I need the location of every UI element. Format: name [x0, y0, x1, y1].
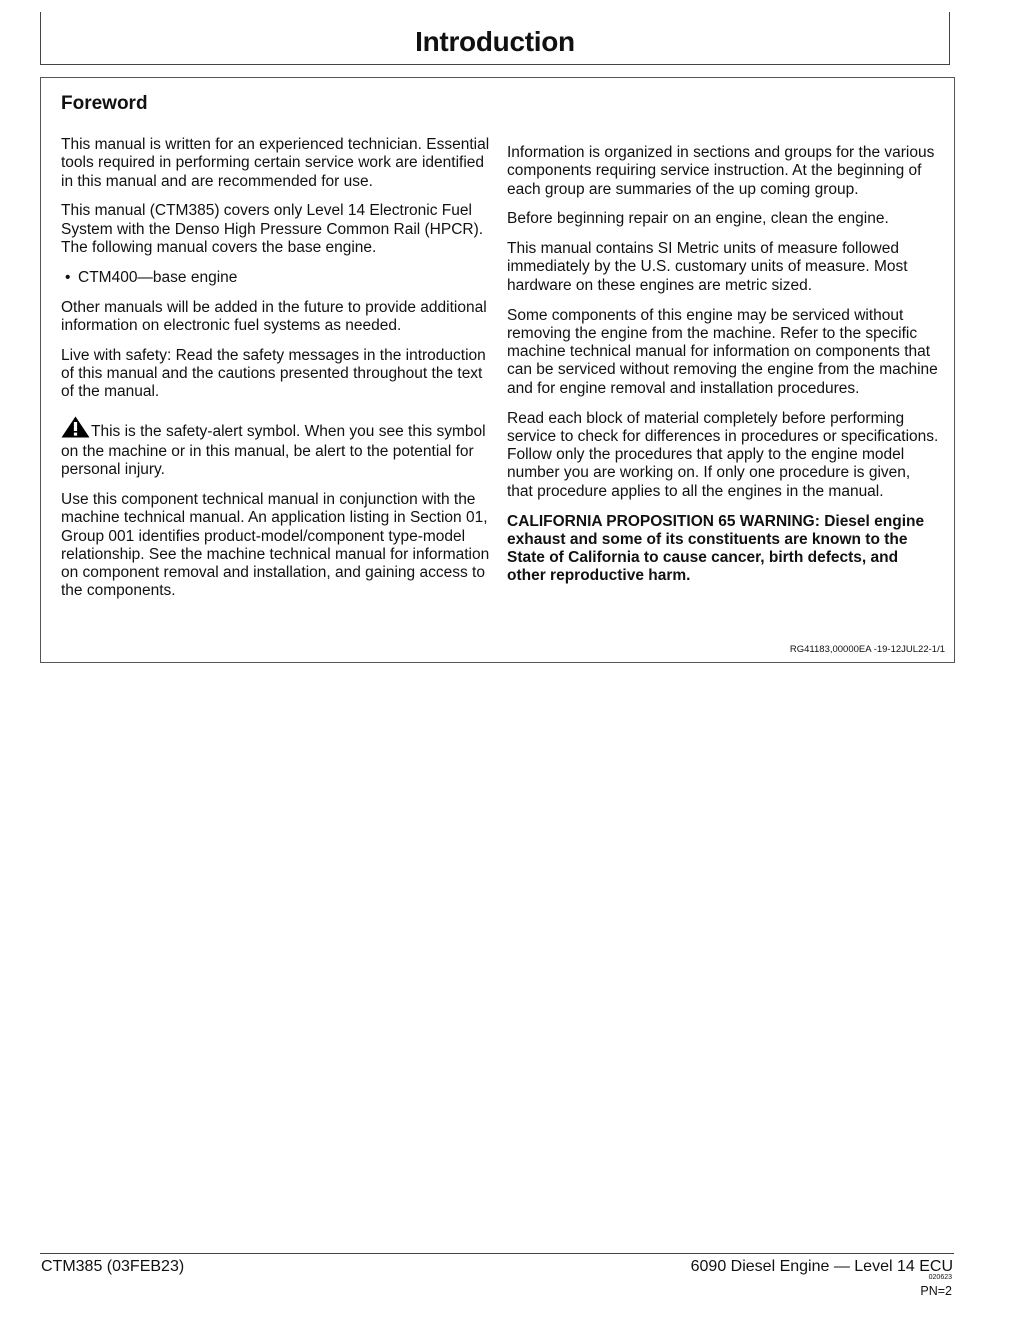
footer-code: 020623 [928, 1274, 952, 1281]
page-title: Introduction [415, 26, 575, 57]
list-item-text: CTM400—base engine [78, 268, 238, 286]
paragraph: Other manuals will be added in the future to provide additional information on electronic fuel systems as needed. [61, 298, 487, 334]
prop65-warning: CALIFORNIA PROPOSITION 65 WARNING: Diesel engine exhaust and some of its constituents are known to the State of California to cause cancer, birth defects, and other reproductive harm. [507, 512, 925, 585]
list-item [61, 269, 493, 287]
foreword-section [40, 77, 955, 663]
paragraph: Information is organized in sections and groups for the various components requiring service instruction. At the beginning of each group are summaries of the up coming group. [507, 144, 935, 198]
footer-engine-title: 6090 Diesel Engine — Level 14 ECU [690, 1258, 953, 1275]
safety-alert-text: This is the safety-alert symbol. When you see this symbol on the machine or in this manual, be alert to the potential for personal injury. [61, 422, 486, 479]
page-header [40, 12, 950, 65]
paragraph: Live with safety: Read the safety messages in the introduction of this manual and the cautions presented throughout the text of the manual. [61, 346, 486, 401]
paragraph: Read each block of material completely before performing service to check for differences in procedures or specifications. Follow only the procedures that apply to the engine model number you are working on. If only one procedure is given, that procedure applies to all the engines in the manual. [507, 409, 939, 500]
page-number: PN=2 [920, 1284, 952, 1298]
warning-triangle-icon [61, 416, 90, 443]
section-title: Foreword [61, 93, 148, 114]
reference-code: RG41183,00000EA -19-12JUL22-1/1 [789, 644, 945, 655]
paragraph: This manual is written for an experienced technician. Essential tools required in performing certain service work are identified in this manual and are recommended for use. [61, 136, 490, 190]
paragraph: Use this component technical manual in conjunction with the machine technical manual. An application listing in Section 01, Group 001 identifies product-model/component type-model relationship. See the machine technical manual for information on component removal and installation, and gaining access to the components. [61, 490, 490, 600]
paragraph: Some components of this engine may be serviced without removing the engine from the machine. Refer to the specific machine technical manual for information on components that can be serviced without removing the engine from the machine and for engine removal and installation procedures. [507, 306, 938, 397]
right-column [507, 144, 939, 597]
footer-divider [40, 1253, 954, 1254]
paragraph: This manual contains SI Metric units of measure followed immediately by the U.S. customary units of measure. Most hardware on these engines are metric sized. [507, 240, 908, 294]
footer-manual-id: CTM385 (03FEB23) [41, 1258, 185, 1275]
paragraph: Before beginning repair on an engine, clean the engine. [507, 210, 889, 228]
safety-alert-paragraph [61, 416, 493, 480]
left-column [61, 136, 493, 612]
paragraph: This manual (CTM385) covers only Level 14 Electronic Fuel System with the Denso High Pressure Common Rail (HPCR). The following manual covers the base engine. [61, 202, 484, 256]
bullet-symbol: • [65, 268, 71, 286]
